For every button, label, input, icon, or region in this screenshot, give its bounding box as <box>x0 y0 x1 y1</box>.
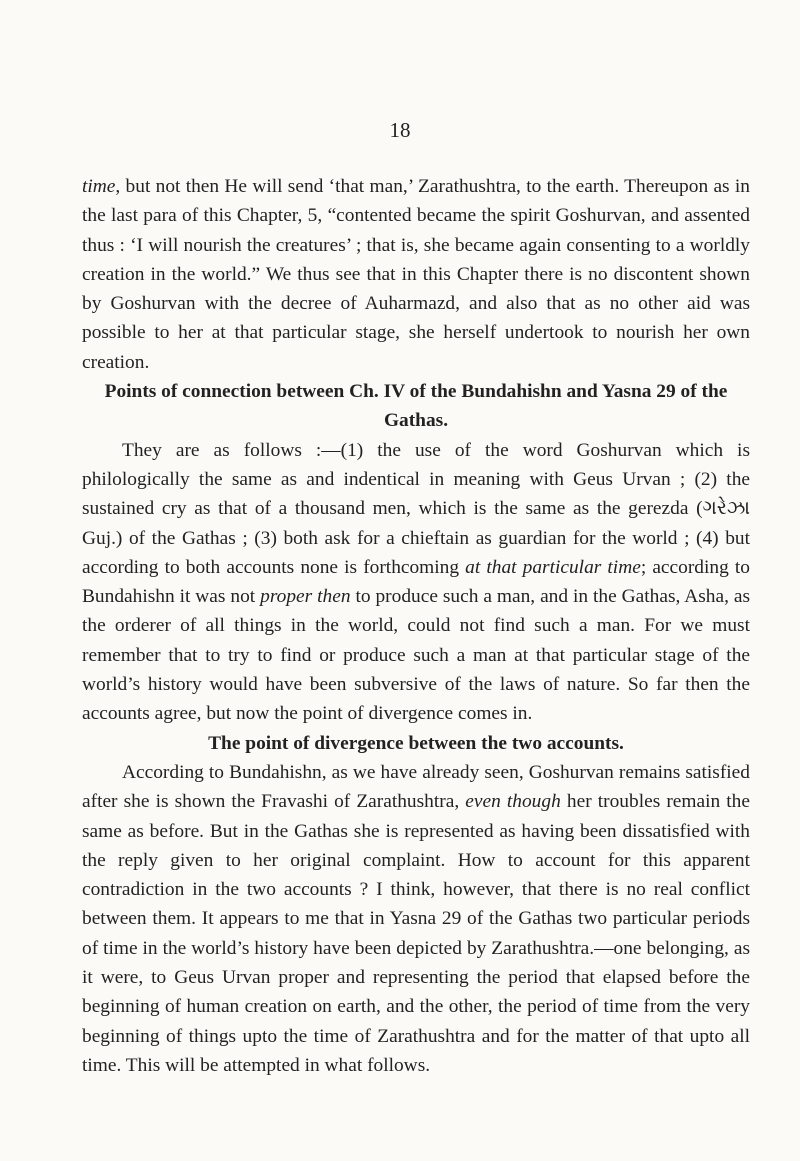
paragraph-text: According to Bundahishn, as we have already seen, Goshurvan remains satisfied after she is shown the Fravashi of Zarathushtra, <box>82 761 750 813</box>
paragraph-3 <box>82 758 750 1080</box>
section-heading-divergence: The point of divergence between the two accounts. <box>208 732 624 754</box>
page-body <box>82 172 750 1080</box>
paragraph-2 <box>82 436 750 729</box>
italic-text: even though <box>465 791 561 813</box>
paragraph-1 <box>82 172 750 377</box>
page-number: 18 <box>389 118 411 142</box>
paragraph-text: her troubles remain the same as before. But in the Gathas she is represented as having been dissatisfied with the reply given to her original complaint. How to account for this apparent contradiction in the two accounts ? I think, however, that there is no real conflict between them. It appears to me that in Yasna 29 of the Gathas two particular periods of time in the world’s history have been depicted by Zarathushtra.—one belonging, as it were, to Geus Urvan proper and representing the period that elapsed before the beginning of human creation on earth, and the other, the period of time from the very beginning of things upto the time of Zarathushtra and for the matter of that upto all time. This will be attempted in what follows. <box>82 791 750 1076</box>
section-heading-connection: Points of connection between Ch. IV of the Bundahishn and Yasna 29 of the Gathas. <box>104 381 728 432</box>
paragraph-text: to produce such a man, and in the Gathas, Asha, as the orderer of all things in the world, could not find such a man. For we must remember that to try to find or produce such a man at that particular stage of the world’s history would have been subversive of the laws of nature. So far then the accounts agree, but now the point of divergence comes in. <box>82 586 751 725</box>
italic-text: time <box>82 176 116 197</box>
paragraph-text: They are as follows :—(1) the use of the word Goshurvan which is philologically the same as and indentical in meaning with Geus Urvan ; (2) the sustained cry as that of a thousand men, which is the same as the gerezda (ગરેઝા Guj.) of the Gathas ; (3) both ask for a chieftain as guardian for the world ; (4) but according to both accounts none is forthcoming <box>82 439 750 578</box>
paragraph-text: ; according to Bundahishn it was not <box>82 556 750 608</box>
italic-text: proper then <box>260 586 351 608</box>
paragraph-text: , but not then He will send ‘that man,’ Zarathushtra, to the earth. Thereupon as in the last para of this Chapter, 5, “contented became the spirit Goshurvan, and assented thus : ‘I will nourish the creatures’ ; that is, she became again consenting to a worldly creation in the world.” We thus see that in this Chapter there is no discontent shown by Goshurvan with the decree of Auharmazd, and also that as no other aid was possible to her at that particular stage, she herself undertook to nourish her own creation. <box>82 176 750 373</box>
italic-text: at that particular time <box>465 556 641 578</box>
